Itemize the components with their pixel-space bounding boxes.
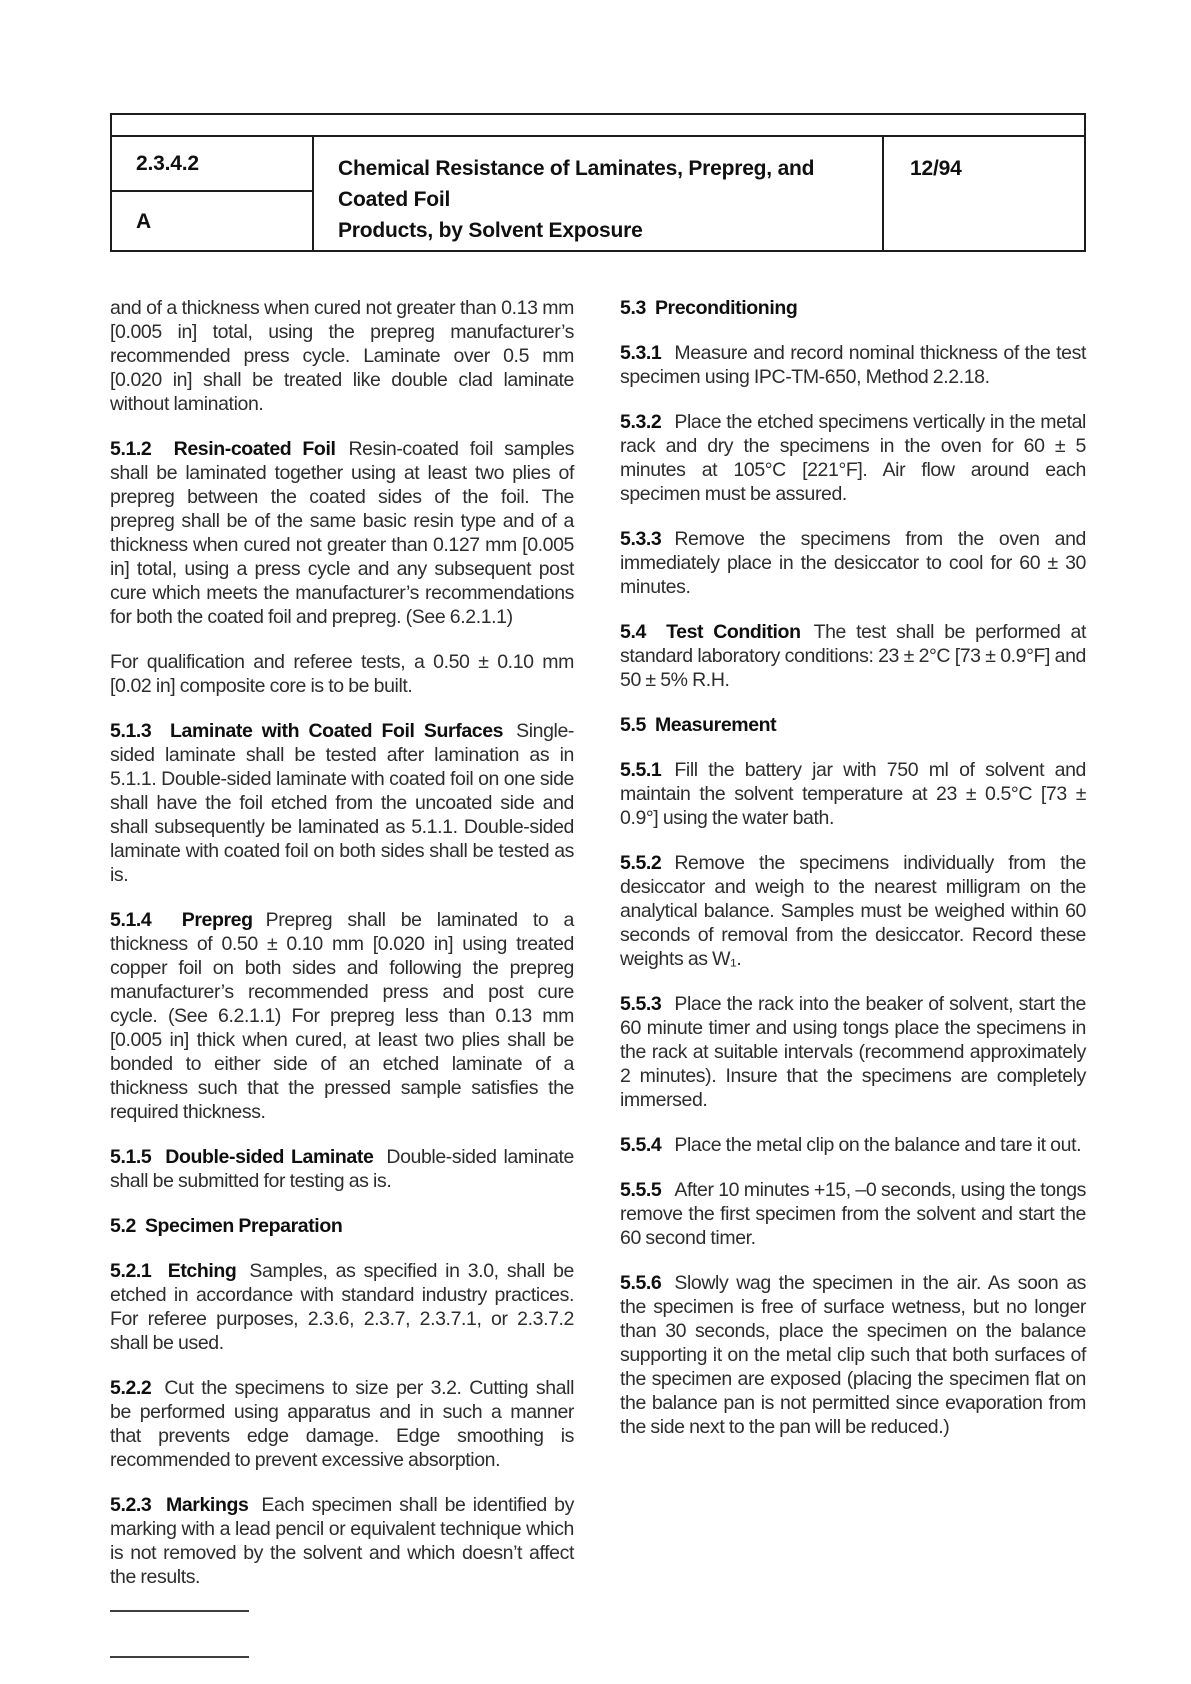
heading-5-5 bbox=[620, 713, 1086, 737]
section-label: 5.5.4 bbox=[620, 1134, 662, 1156]
paragraph-5-3-1 bbox=[620, 341, 1086, 389]
paragraph-text: Remove the specimens from the oven and immediately place in the desiccator to cool for 60 ± 30 minutes. bbox=[620, 528, 1086, 598]
paragraph-text: After 10 minutes +15, –0 seconds, using the tongs remove the first specimen from the solvent and start the 60 second timer. bbox=[620, 1179, 1086, 1249]
paragraph-5-3-3 bbox=[620, 527, 1086, 599]
paragraph-text: and of a thickness when cured not greater than 0.13 mm [0.005 in] total, using the prepreg manufacturer’s recommended press cycle. Laminate over 0.5 mm [0.020 in] shall be treated like double clad laminate without lamination. bbox=[110, 297, 574, 415]
section-label: 5.5.6 bbox=[620, 1272, 662, 1294]
paragraph-5-5-3 bbox=[620, 992, 1086, 1112]
section-label: 5.2 Specimen Preparation bbox=[110, 1215, 343, 1237]
section-label: 5.5.5 bbox=[620, 1179, 662, 1201]
section-label: 5.1.5 Double-sided Laminate bbox=[110, 1146, 374, 1168]
header-left-column bbox=[112, 137, 314, 250]
paragraph-5-3-2 bbox=[620, 410, 1086, 506]
heading-5-2 bbox=[110, 1214, 574, 1238]
method-number-cell bbox=[112, 137, 312, 192]
left-column bbox=[110, 296, 574, 1658]
section-label: 5.3.3 bbox=[620, 528, 662, 550]
paragraph-text: Samples, as specified in 3.0, shall be etched in accordance with standard industry practices. For referee purposes, 2.3.6, 2.3.7, 2.3.7.1, or 2.3.7.2 shall be used. bbox=[110, 1260, 574, 1354]
section-label: 5.1.2 Resin-coated Foil bbox=[110, 438, 336, 460]
subject-title-line-2: Products, by Solvent Exposure bbox=[338, 219, 643, 242]
right-column bbox=[620, 296, 1086, 1460]
date-cell bbox=[884, 137, 1084, 250]
paragraph-text: Place the etched specimens vertically in the metal rack and dry the specimens in the oven for 60 ± 5 minutes at 105°C [221°F]. Air flow around each specimen must be assured. bbox=[620, 411, 1086, 505]
paragraph-text: Fill the battery jar with 750 ml of solvent and maintain the solvent temperature at 23 ± 0.5°C [73 ± 0.9°] using the water bath. bbox=[620, 759, 1086, 829]
section-label: 5.3 Preconditioning bbox=[620, 297, 798, 319]
header-table bbox=[110, 113, 1086, 252]
revision-letter: A bbox=[136, 209, 151, 233]
heading-5-3 bbox=[620, 296, 1086, 320]
paragraph-text: Measure and record nominal thickness of the test specimen using IPC-TM-650, Method 2.2.18. bbox=[620, 342, 1086, 388]
section-label: 5.2.3 Markings bbox=[110, 1494, 249, 1516]
paragraph-5-1-1-continued bbox=[110, 296, 574, 416]
method-number: 2.3.4.2 bbox=[136, 152, 199, 175]
revision-cell bbox=[112, 192, 312, 250]
header-top-empty-row bbox=[112, 115, 1084, 137]
section-label: 5.1.3 Laminate with Coated Foil Surfaces bbox=[110, 720, 504, 742]
paragraph-text: Resin-coated foil samples shall be laminated together using at least two plies of prepreg between the coated sides of the foil. The prepreg shall be of the same basic resin type and of a thickness when cured not greater than 0.127 mm [0.005 in] total, using a press cycle and any subsequent post cure which meets the manufacturer’s recommendations for both the coated foil and prepreg. (See 6.2.1.1) bbox=[110, 438, 574, 628]
paragraph-5-5-1 bbox=[620, 758, 1086, 830]
paragraph-text: Single-sided laminate shall be tested after lamination as in 5.1.1. Double-sided laminate with coated foil on one side shall have the foil etched from the uncoated side and shall subsequently be laminated as 5.1.1. Double-sided laminate with coated foil on both sides shall be tested as is. bbox=[110, 720, 574, 886]
paragraph-text: Slowly wag the specimen in the air. As soon as the specimen is free of surface wetness, but no longer than 30 seconds, place the specimen on the balance supporting it on the metal clip such that both surfaces of the specimen are exposed (placing the specimen flat on the balance pan is not permitted since evaporation from the side next to the pan will be reduced.) bbox=[620, 1272, 1086, 1438]
paragraph-text: The test shall be performed at standard laboratory conditions: 23 ± 2°C [73 ± 0.9°F] and 50 ± 5% R.H. bbox=[620, 621, 1086, 691]
paragraph-text: Place the rack into the beaker of solvent, start the 60 minute timer and using tongs place the specimens in the rack at suitable intervals (recommend approximately 2 minutes). Insure that the specimens are completely immersed. bbox=[620, 993, 1086, 1111]
paragraph-text: For qualification and referee tests, a 0.50 ± 0.10 mm [0.02 in] composite core is to be built. bbox=[110, 651, 574, 697]
paragraph-5-5-5 bbox=[620, 1178, 1086, 1250]
section-label: 5.2.2 bbox=[110, 1377, 152, 1399]
paragraph-text: Cut the specimens to size per 3.2. Cutting shall be performed using apparatus and in such a manner that prevents edge damage. Edge smoothing is recommended to prevent excessive absorption. bbox=[110, 1377, 574, 1471]
date: 12/94 bbox=[910, 157, 962, 180]
footnote-rule-2 bbox=[110, 1656, 249, 1658]
section-label: 5.5.2 bbox=[620, 852, 662, 874]
header-main-row bbox=[112, 137, 1084, 250]
paragraph-qualification-note bbox=[110, 650, 574, 698]
paragraph-text: Double-sided laminate shall be submitted for testing as is. bbox=[110, 1146, 574, 1192]
footnote-rule-1 bbox=[110, 1610, 249, 1612]
paragraph-5-2-2 bbox=[110, 1376, 574, 1472]
paragraph-5-5-6 bbox=[620, 1271, 1086, 1439]
section-label: 5.3.2 bbox=[620, 411, 662, 433]
paragraph-5-5-2 bbox=[620, 851, 1086, 971]
paragraph-5-1-5 bbox=[110, 1145, 574, 1193]
section-label: 5.5.3 bbox=[620, 993, 662, 1015]
section-label: 5.5 Measurement bbox=[620, 714, 777, 736]
section-label: 5.3.1 bbox=[620, 342, 662, 364]
paragraph-5-1-3 bbox=[110, 719, 574, 887]
subject-cell bbox=[314, 137, 884, 250]
paragraph-5-2-1 bbox=[110, 1259, 574, 1355]
paragraph-text: Each specimen shall be identified by marking with a lead pencil or equivalent technique which is not removed by the solvent and which doesn’t affect the results. bbox=[110, 1494, 574, 1588]
section-label: 5.1.4 Prepreg bbox=[110, 909, 253, 931]
paragraph-5-5-4 bbox=[620, 1133, 1086, 1157]
paragraph-text: Prepreg shall be laminated to a thickness of 0.50 ± 0.10 mm [0.020 in] using treated copper foil on both sides and following the prepreg manufacturer’s recommended press and post cure cycle. (See 6.2.1.1) For prepreg less than 0.13 mm [0.005 in] thick when cured, at least two plies shall be bonded to either side of an etched laminate of a thickness such that the pressed sample satisfies the required thickness. bbox=[110, 909, 574, 1123]
paragraph-5-2-3 bbox=[110, 1493, 574, 1589]
paragraph-text: Place the metal clip on the balance and tare it out. bbox=[674, 1134, 1082, 1156]
paragraph-5-1-2 bbox=[110, 437, 574, 629]
section-label: 5.4 Test Condition bbox=[620, 621, 801, 643]
paragraph-5-4 bbox=[620, 620, 1086, 692]
section-label: 5.5.1 bbox=[620, 759, 662, 781]
section-label: 5.2.1 Etching bbox=[110, 1260, 237, 1282]
paragraph-text: Remove the specimens individually from the desiccator and weigh to the nearest milligram on the analytical balance. Samples must be weighed within 60 seconds of removal from the desiccator. Record these weights as W₁. bbox=[620, 852, 1086, 970]
subject-title-line-1: Chemical Resistance of Laminates, Prepreg, and Coated Foil bbox=[338, 157, 815, 211]
paragraph-5-1-4 bbox=[110, 908, 574, 1124]
